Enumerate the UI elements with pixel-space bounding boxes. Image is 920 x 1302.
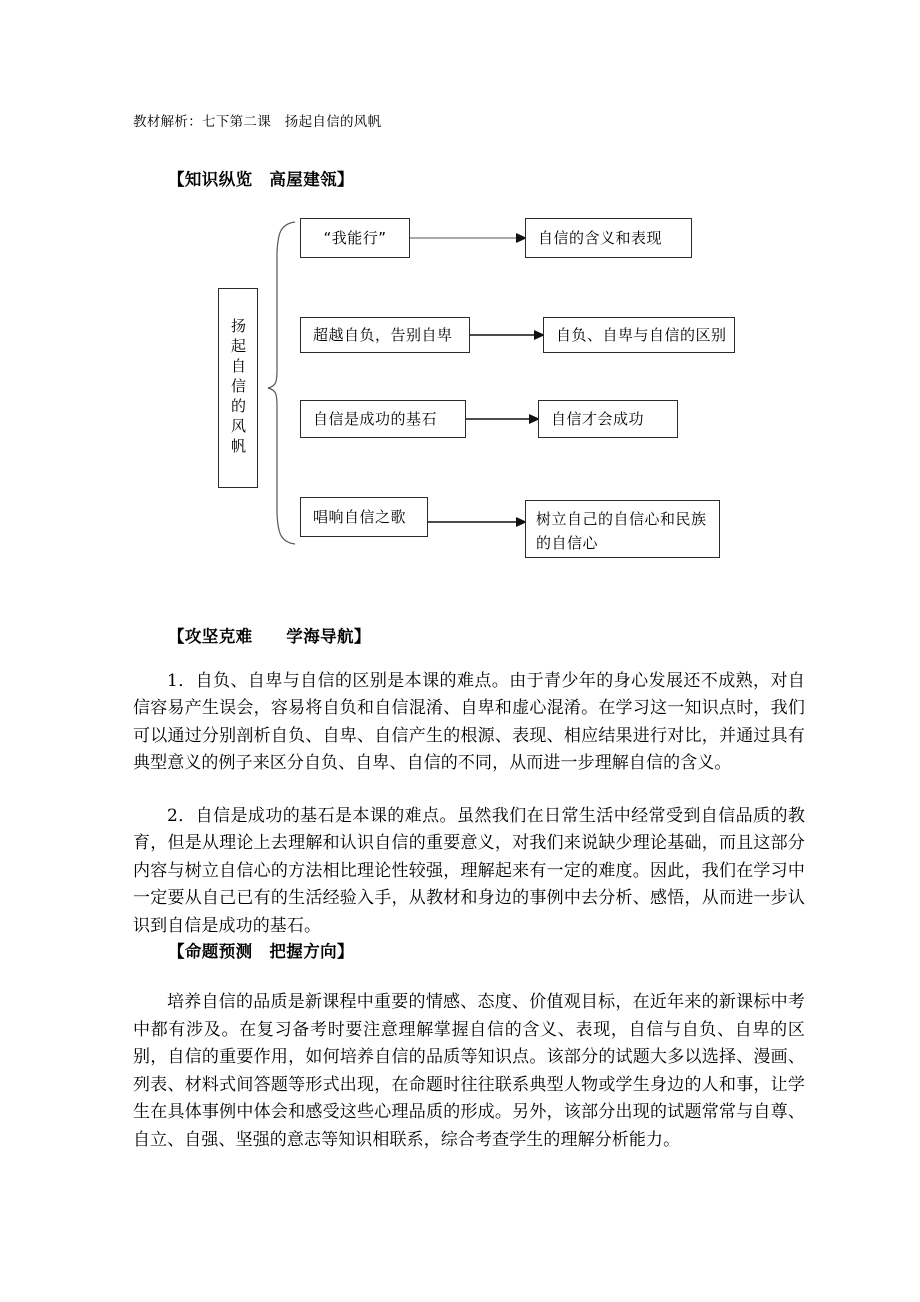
diagram-branch-node-4: 唱响自信之歌: [300, 497, 428, 537]
diagram-branch-node-2: 超越自负，告别自卑: [300, 317, 470, 353]
running-header: 教材解析：七下第二课 扬起自信的风帆: [133, 114, 382, 130]
brace-connector: [268, 222, 295, 544]
diagram-outcome-node-3: 自信才会成功: [538, 400, 678, 438]
paragraph-prediction-1: 培养自信的品质是新课程中重要的情感、态度、价值观目标，在近年来的新课标中考中都有涉及。在复习备考时要注意理解掌握自信的含义、表现，自信与自负、自卑的区别，自信的重要作用，如何培养自信的品质等知识点。该部分的试题大多以选择、漫画、列表、材料式间答题等形式出现，在命题时往往联系典型人物或学生身边的人和事，让学生在具体事例中体会和感受这些心理品质的形成。另外，该部分出现的试题常常与自尊、自立、自强、坚强的意志等知识相联系，综合考查学生的理解分析能力。: [133, 992, 805, 1150]
diagram-branch-node-3: 自信是成功的基石: [300, 400, 466, 438]
diagram-outcome-node-4: 树立自己的自信心和民族的自信心: [525, 500, 720, 558]
section-heading-prediction: 【命题预测 把握方向】: [168, 942, 354, 961]
diagram-branch-node-1: “我能行”: [300, 218, 410, 258]
section-heading-knowledge: 【知识纵览 高屋建瓴】: [168, 170, 354, 189]
knowledge-structure-diagram: [0, 200, 920, 590]
paragraph-difficulty-1: 1．自负、自卑与自信的区别是本课的难点。由于青少年的身心发展还不成熟，对自信容易产生误会，容易将自负和自信混淆、自卑和虚心混淆。在学习这一知识点时，我们可以通过分别剖析自负、自卑、自信产生的根源、表现、相应结果进行对比，并通过具有典型意义的例子来区分自负、自卑、自信的不同，从而进一步理解自信的含义。: [133, 671, 805, 774]
diagram-outcome-node-2: 自负、自卑与自信的区别: [543, 317, 735, 353]
diagram-connectors: [0, 200, 920, 590]
diagram-root-node: 扬起自信的风帆: [218, 288, 258, 488]
diagram-outcome-node-1: 自信的含义和表现: [525, 218, 692, 258]
paragraph-difficulty-2: 2．自信是成功的基石是本课的难点。虽然我们在日常生活中经常受到自信品质的教育，但是从理论上去理解和认识自信的重要意义，对我们来说缺少理论基础，而且这部分内容与树立自信心的方法相比理论性较强，理解起来有一定的难度。因此，我们在学习中一定要从自己已有的生活经验入手，从教材和身边的事例中去分析、感悟，从而进一步认识到自信是成功的基石。: [133, 806, 805, 936]
section-heading-difficulty: 【攻坚克难 学海导航】: [168, 627, 371, 646]
